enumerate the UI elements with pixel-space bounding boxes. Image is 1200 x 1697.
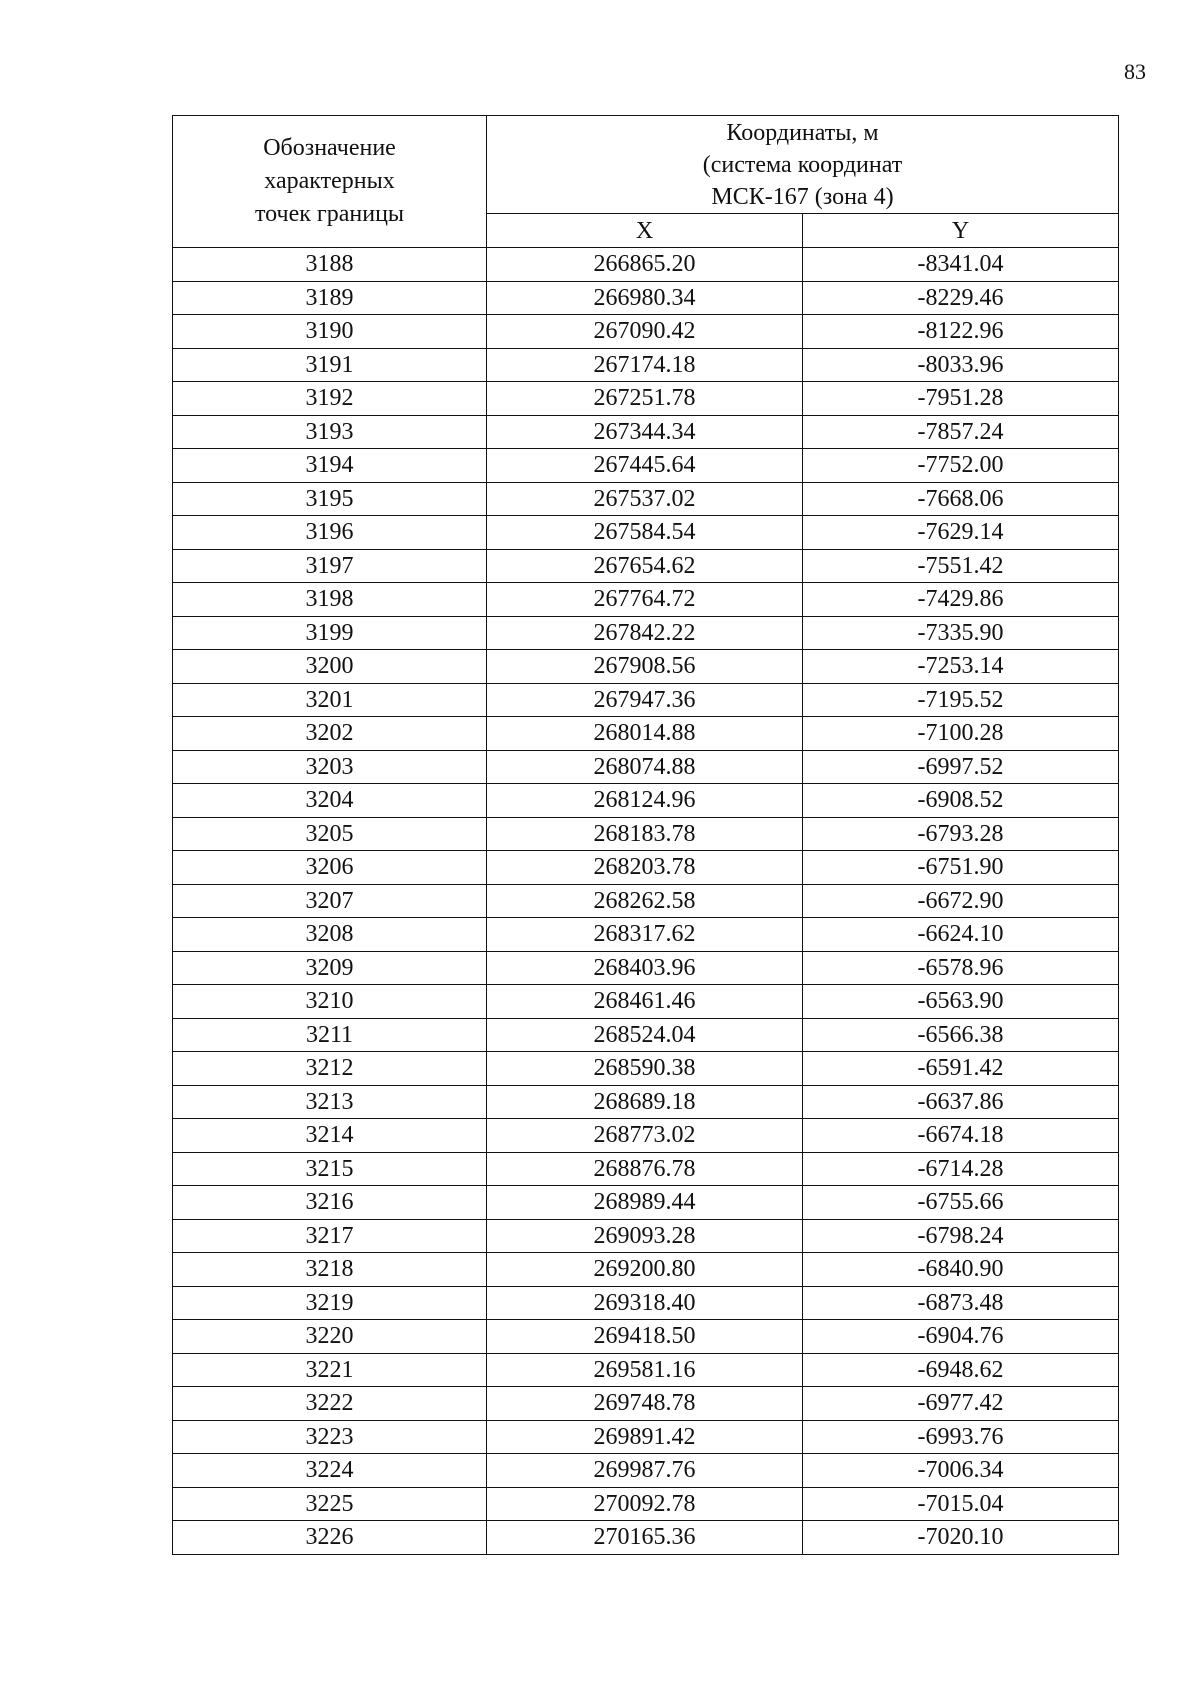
table-row	[173, 1052, 1119, 1086]
x-coordinate-cell: 268014.88	[487, 717, 803, 751]
point-number-cell: 3197	[173, 549, 487, 583]
table-row	[173, 851, 1119, 885]
point-number-cell: 3204	[173, 784, 487, 818]
y-coordinate-cell: -7551.42	[803, 549, 1119, 583]
table-row	[173, 315, 1119, 349]
x-coordinate-cell: 268203.78	[487, 851, 803, 885]
x-coordinate-cell: 269748.78	[487, 1387, 803, 1421]
header-row-top	[173, 116, 1119, 214]
x-coordinate-cell: 269581.16	[487, 1353, 803, 1387]
y-coordinate-cell: -7253.14	[803, 650, 1119, 684]
y-coordinate-cell: -6624.10	[803, 918, 1119, 952]
table-row	[173, 1219, 1119, 1253]
y-coordinate-cell: -8229.46	[803, 281, 1119, 315]
y-coordinate-cell: -7195.52	[803, 683, 1119, 717]
table-row	[173, 616, 1119, 650]
point-number-cell: 3222	[173, 1387, 487, 1421]
table-row	[173, 1286, 1119, 1320]
y-coordinate-cell: -7100.28	[803, 717, 1119, 751]
x-coordinate-cell: 270165.36	[487, 1521, 803, 1555]
point-number-cell: 3212	[173, 1052, 487, 1086]
table-row	[173, 1387, 1119, 1421]
point-number-cell: 3226	[173, 1521, 487, 1555]
table-row	[173, 348, 1119, 382]
x-coordinate-cell: 268317.62	[487, 918, 803, 952]
point-number-cell: 3214	[173, 1119, 487, 1153]
x-coordinate-cell: 267908.56	[487, 650, 803, 684]
table-row	[173, 784, 1119, 818]
table-row	[173, 1320, 1119, 1354]
point-header-line: Обозначение	[263, 135, 396, 161]
y-coordinate-cell: -7668.06	[803, 482, 1119, 516]
y-coordinate-cell: -6591.42	[803, 1052, 1119, 1086]
point-number-cell: 3190	[173, 315, 487, 349]
x-coordinate-cell: 268876.78	[487, 1152, 803, 1186]
table-row	[173, 750, 1119, 784]
point-number-cell: 3225	[173, 1487, 487, 1521]
point-number-cell: 3215	[173, 1152, 487, 1186]
coords-header-line: МСК-167 (зона 4)	[711, 183, 894, 210]
x-coordinate-cell: 268183.78	[487, 817, 803, 851]
point-number-cell: 3198	[173, 583, 487, 617]
table-row	[173, 717, 1119, 751]
y-coordinate-cell: -6566.38	[803, 1018, 1119, 1052]
point-number-cell: 3196	[173, 516, 487, 550]
y-coordinate-cell: -7752.00	[803, 449, 1119, 483]
y-coordinate-cell: -7429.86	[803, 583, 1119, 617]
y-coordinate-cell: -6793.28	[803, 817, 1119, 851]
y-coordinate-cell: -6904.76	[803, 1320, 1119, 1354]
x-coordinate-cell: 268403.96	[487, 951, 803, 985]
x-coordinate-cell: 268773.02	[487, 1119, 803, 1153]
table-row	[173, 1119, 1119, 1153]
table-row	[173, 281, 1119, 315]
x-coordinate-cell: 270092.78	[487, 1487, 803, 1521]
point-number-cell: 3199	[173, 616, 487, 650]
y-coordinate-cell: -6997.52	[803, 750, 1119, 784]
table-row	[173, 382, 1119, 416]
y-coordinate-cell: -6755.66	[803, 1186, 1119, 1220]
table-row	[173, 248, 1119, 282]
table-row	[173, 549, 1119, 583]
point-number-cell: 3208	[173, 918, 487, 952]
x-coordinate-cell: 269093.28	[487, 1219, 803, 1253]
x-coordinate-cell: 266865.20	[487, 248, 803, 282]
table-row	[173, 1152, 1119, 1186]
x-coordinate-cell: 268689.18	[487, 1085, 803, 1119]
point-number-cell: 3224	[173, 1454, 487, 1488]
y-coordinate-cell: -6873.48	[803, 1286, 1119, 1320]
point-number-cell: 3203	[173, 750, 487, 784]
y-coordinate-cell: -6714.28	[803, 1152, 1119, 1186]
table-row	[173, 1353, 1119, 1387]
y-column-header: Y	[803, 214, 1119, 248]
y-coordinate-cell: -7006.34	[803, 1454, 1119, 1488]
y-coordinate-cell: -6563.90	[803, 985, 1119, 1019]
table-row	[173, 985, 1119, 1019]
table-row	[173, 1420, 1119, 1454]
point-number-cell: 3188	[173, 248, 487, 282]
x-coordinate-cell: 268524.04	[487, 1018, 803, 1052]
y-coordinate-cell: -7629.14	[803, 516, 1119, 550]
table-row	[173, 817, 1119, 851]
y-coordinate-cell: -6798.24	[803, 1219, 1119, 1253]
point-number-cell: 3220	[173, 1320, 487, 1354]
table-row	[173, 1521, 1119, 1555]
point-header-line: точек границы	[254, 201, 405, 227]
table-row	[173, 1253, 1119, 1287]
x-coordinate-cell: 266980.34	[487, 281, 803, 315]
x-coordinate-cell: 268074.88	[487, 750, 803, 784]
x-coordinate-cell: 269987.76	[487, 1454, 803, 1488]
y-coordinate-cell: -8341.04	[803, 248, 1119, 282]
point-number-cell: 3191	[173, 348, 487, 382]
table-row	[173, 482, 1119, 516]
point-number-cell: 3201	[173, 683, 487, 717]
x-coordinate-cell: 267764.72	[487, 583, 803, 617]
point-number-cell: 3217	[173, 1219, 487, 1253]
x-coordinate-cell: 267584.54	[487, 516, 803, 550]
y-coordinate-cell: -8033.96	[803, 348, 1119, 382]
y-coordinate-cell: -6948.62	[803, 1353, 1119, 1387]
point-number-cell: 3192	[173, 382, 487, 416]
coordinates-table	[172, 115, 1119, 1555]
y-coordinate-cell: -6672.90	[803, 884, 1119, 918]
y-coordinate-cell: -6751.90	[803, 851, 1119, 885]
x-coordinate-cell: 267344.34	[487, 415, 803, 449]
point-number-cell: 3210	[173, 985, 487, 1019]
point-header-line: характерных	[264, 168, 395, 194]
point-number-cell: 3194	[173, 449, 487, 483]
point-number-cell: 3219	[173, 1286, 487, 1320]
y-coordinate-cell: -7335.90	[803, 616, 1119, 650]
point-number-cell: 3206	[173, 851, 487, 885]
point-number-cell: 3193	[173, 415, 487, 449]
point-number-cell: 3209	[173, 951, 487, 985]
y-coordinate-cell: -6578.96	[803, 951, 1119, 985]
y-coordinate-cell: -6908.52	[803, 784, 1119, 818]
table-header	[173, 116, 1119, 248]
y-coordinate-cell: -6993.76	[803, 1420, 1119, 1454]
point-number-cell: 3213	[173, 1085, 487, 1119]
x-coordinate-cell: 269318.40	[487, 1286, 803, 1320]
y-coordinate-cell: -6674.18	[803, 1119, 1119, 1153]
point-number-cell: 3195	[173, 482, 487, 516]
table-row	[173, 683, 1119, 717]
x-coordinate-cell: 267090.42	[487, 315, 803, 349]
table-row	[173, 516, 1119, 550]
x-coordinate-cell: 267174.18	[487, 348, 803, 382]
x-coordinate-cell: 267654.62	[487, 549, 803, 583]
table-row	[173, 884, 1119, 918]
point-number-cell: 3189	[173, 281, 487, 315]
y-coordinate-cell: -6840.90	[803, 1253, 1119, 1287]
table-row	[173, 449, 1119, 483]
table-row	[173, 583, 1119, 617]
x-coordinate-cell: 269418.50	[487, 1320, 803, 1354]
table-row	[173, 650, 1119, 684]
x-coordinate-cell: 268989.44	[487, 1186, 803, 1220]
x-coordinate-cell: 268590.38	[487, 1052, 803, 1086]
point-number-cell: 3216	[173, 1186, 487, 1220]
x-coordinate-cell: 269891.42	[487, 1420, 803, 1454]
table-row	[173, 415, 1119, 449]
point-number-cell: 3221	[173, 1353, 487, 1387]
x-coordinate-cell: 267537.02	[487, 482, 803, 516]
table-row	[173, 1487, 1119, 1521]
x-coordinate-cell: 269200.80	[487, 1253, 803, 1287]
table-row	[173, 1186, 1119, 1220]
x-coordinate-cell: 268461.46	[487, 985, 803, 1019]
y-coordinate-cell: -7015.04	[803, 1487, 1119, 1521]
point-number-cell: 3211	[173, 1018, 487, 1052]
point-designation-header	[173, 116, 487, 248]
point-number-cell: 3202	[173, 717, 487, 751]
point-number-cell: 3218	[173, 1253, 487, 1287]
point-number-cell: 3205	[173, 817, 487, 851]
coordinates-header	[487, 116, 1119, 214]
x-coordinate-cell: 267251.78	[487, 382, 803, 416]
page-number: 83	[1124, 59, 1146, 84]
table-row	[173, 1085, 1119, 1119]
x-coordinate-cell: 267947.36	[487, 683, 803, 717]
table-row	[173, 951, 1119, 985]
x-coordinate-cell: 267445.64	[487, 449, 803, 483]
point-number-cell: 3223	[173, 1420, 487, 1454]
coords-header-line: (система координат	[702, 151, 903, 178]
point-number-cell: 3207	[173, 884, 487, 918]
x-column-header: X	[487, 214, 803, 248]
y-coordinate-cell: -8122.96	[803, 315, 1119, 349]
y-coordinate-cell: -7020.10	[803, 1521, 1119, 1555]
x-coordinate-cell: 268124.96	[487, 784, 803, 818]
y-coordinate-cell: -7951.28	[803, 382, 1119, 416]
coords-header-line: Координаты, м	[726, 119, 879, 146]
table-row	[173, 918, 1119, 952]
table-body	[173, 248, 1119, 1555]
y-coordinate-cell: -6637.86	[803, 1085, 1119, 1119]
y-coordinate-cell: -6977.42	[803, 1387, 1119, 1421]
table-row	[173, 1018, 1119, 1052]
point-number-cell: 3200	[173, 650, 487, 684]
x-coordinate-cell: 268262.58	[487, 884, 803, 918]
x-coordinate-cell: 267842.22	[487, 616, 803, 650]
y-coordinate-cell: -7857.24	[803, 415, 1119, 449]
table-row	[173, 1454, 1119, 1488]
